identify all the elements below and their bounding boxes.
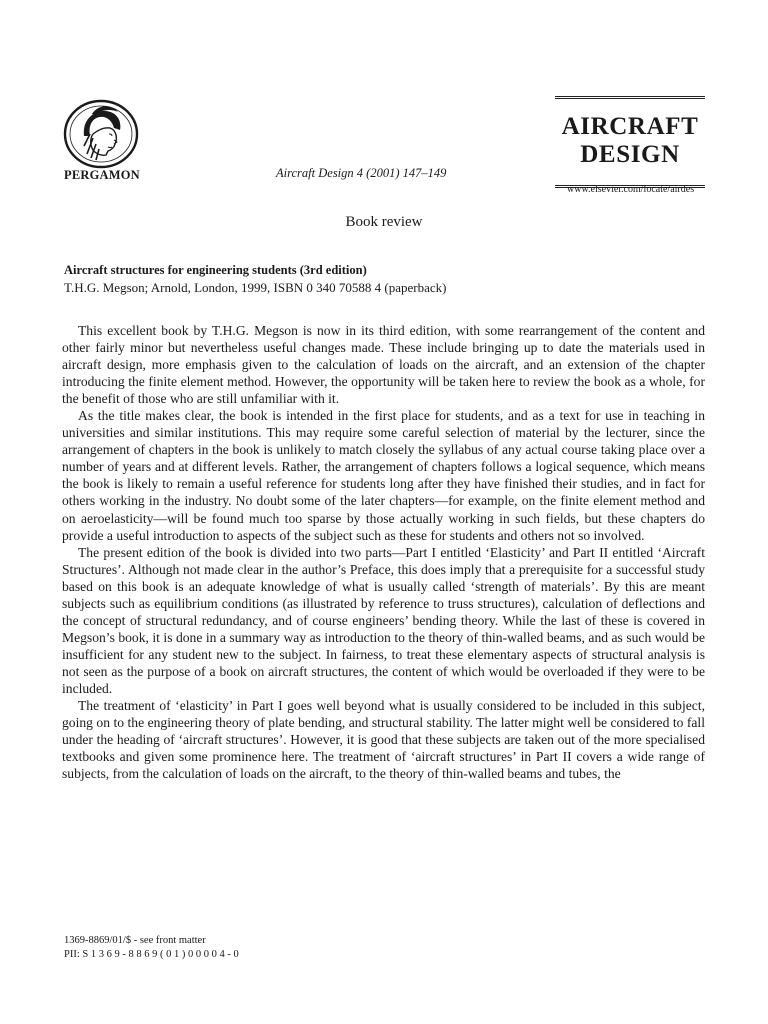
body-paragraph: The treatment of ‘elasticity’ in Part I goes well beyond what is usually considered to be included in this subject, going on to the engineering theory of plate bending, and structural stability. The latter might well be considered to fall under the heading of ‘aircraft structures’. However, it is good that these subjects are taken out of the more specialised textbooks and given some prominence here. The treatment of ‘aircraft structures’ in Part II covers a wide range of subjects, from the calculation of loads on the aircraft, to the theory of thin-walled beams and tubes, the <box>62 698 705 782</box>
book-title: Aircraft structures for engineering students (3rd edition) <box>64 263 367 277</box>
section-title: Book review <box>345 214 423 230</box>
page-footer <box>64 934 239 962</box>
body-paragraph: The present edition of the book is divided into two parts—Part I entitled ‘Elasticity’ and Part II entitled ‘Aircraft Structures’. Although not made clear in the author’s Preface, this does imply that a prerequisite for a successful study based on this book is an adequate knowledge of what is usually called ‘strength of materials’. By this are meant subjects such as equilibrium conditions (as illustrated by reference to truss structures), calculation of deflections and the concept of structural redundancy, and of course engineers’ bending theory. While the last of these is covered in Megson’s book, it is done in a summary way as introduction to the theory of thin-walled beams, and as such would be insufficient for any student new to the subject. In fairness, to treat these elementary aspects of structural analysis is not seen as the purpose of a book on aircraft structures, the content of which would be overloaded if they were to be included. <box>62 544 705 696</box>
journal-title-line1: AIRCRAFT <box>561 113 699 140</box>
issn-line: 1369-8869/01/$ - see front matter <box>64 935 206 946</box>
journal-url-link[interactable]: www.elsevier.com/locate/airdes <box>567 184 695 195</box>
pii-line: PII: S 1 3 6 9 - 8 8 6 9 ( 0 1 ) 0 0 0 0 4 - 0 <box>64 949 239 960</box>
pergamon-logo-icon <box>62 98 140 170</box>
journal-title-line2: DESIGN <box>580 141 680 168</box>
journal-title <box>555 113 705 169</box>
journal-masthead <box>555 96 705 188</box>
body-paragraph: This excellent book by T.H.G. Megson is now in its third edition, with some rearrangement of the content and other fairly minor but nevertheless useful changes made. These include bringing up to date the materials used in aircraft design, more emphasis given to the calculation of loads on the aircraft, and an extension of the chapter introducing the finite element method. However, the opportunity will be taken here to review the book as a whole, for the benefit of those who are still unfamiliar with it. <box>62 323 705 407</box>
body-paragraph: As the title makes clear, the book is intended in the first place for students, and as a text for use in teaching in universities and similar institutions. This may require some careful selection of material by the lecturer, since the arrangement of chapters in the book is unlikely to match closely the syllabus of any actual course taking place over a number of years and at different levels. Rather, the arrangement of chapters follows a logical sequence, which means the book is likely to remain a useful reference for students long after they have finished their studies, and in fact for others working in the industry. No doubt some of the later chapters—for example, on the finite element method and on aeroelasticity—will be found much too sparse by those actually working in such fields, but these chapters do provide a useful introduction to aspects of the subject such as these for students and others not so involved. <box>62 408 705 543</box>
book-meta: T.H.G. Megson; Arnold, London, 1999, ISBN 0 340 70588 4 (paperback) <box>64 280 447 295</box>
review-body <box>62 322 705 782</box>
masthead-top-rule <box>555 96 705 99</box>
publisher-name: PERGAMON <box>64 168 140 182</box>
journal-citation: Aircraft Design 4 (2001) 147–149 <box>276 166 447 180</box>
